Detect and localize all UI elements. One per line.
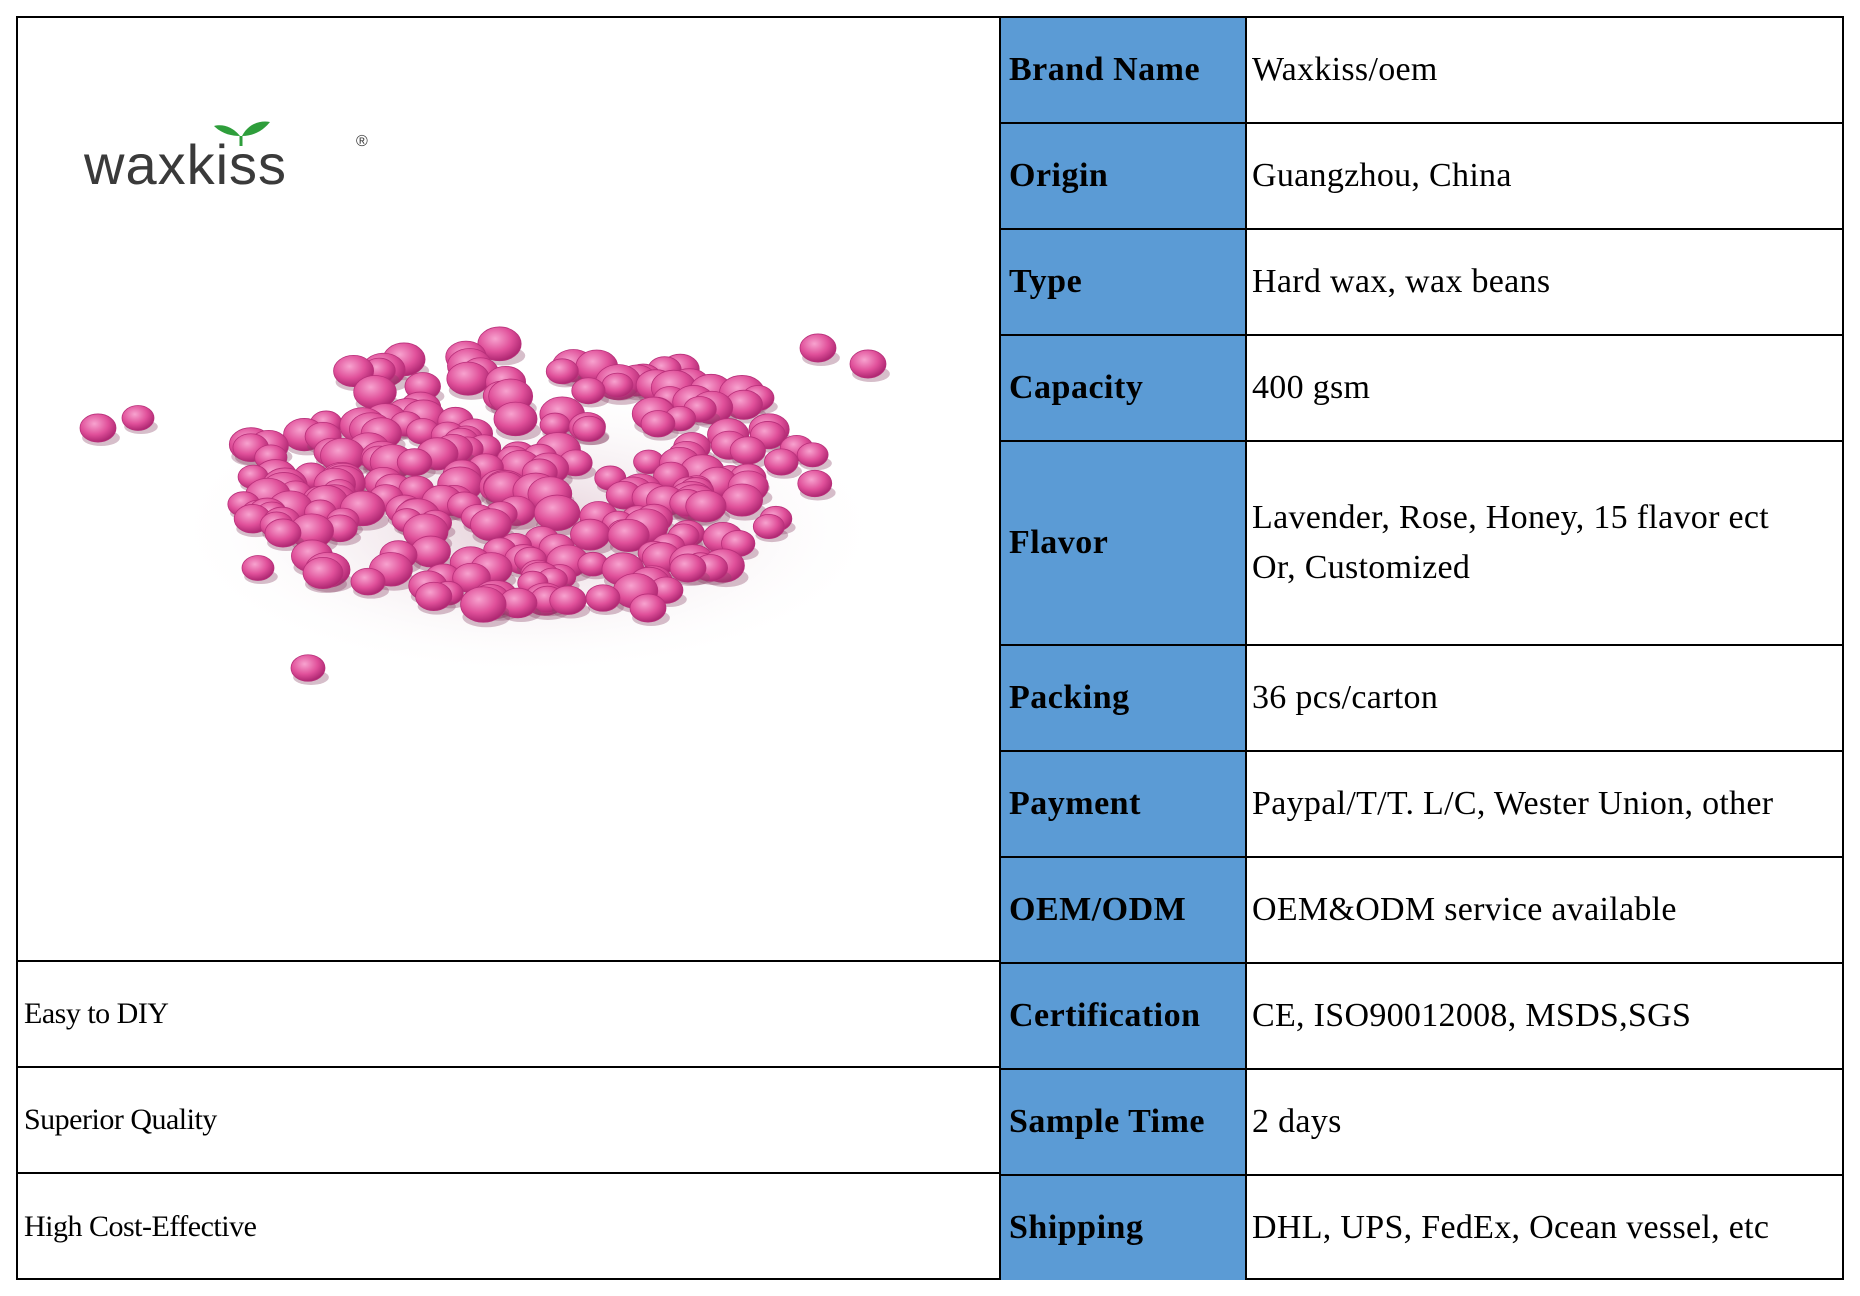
- spec-key: Type: [1001, 230, 1247, 334]
- spec-value: OEM&ODM service available: [1252, 891, 1677, 928]
- feature-easy-diy: Easy to DIY: [18, 962, 1001, 1068]
- spec-value: CE, ISO90012008, MSDS,SGS: [1252, 997, 1692, 1034]
- spec-row-flavor: [1001, 442, 1844, 646]
- spec-value: DHL, UPS, FedEx, Ocean vessel, etc: [1252, 1209, 1770, 1246]
- spec-key: Capacity: [1001, 336, 1247, 440]
- spec-row-packing: [1001, 646, 1844, 752]
- spec-row-capacity: [1001, 336, 1844, 442]
- spec-row-brand-name: [1001, 18, 1844, 124]
- spec-key: Shipping: [1001, 1176, 1247, 1280]
- spec-key: Packing: [1001, 646, 1247, 750]
- spec-key: Flavor: [1001, 442, 1247, 644]
- spec-value: 36 pcs/carton: [1252, 679, 1439, 716]
- spec-value: 2 days: [1252, 1103, 1342, 1140]
- spec-row-oem-odm: [1001, 858, 1844, 964]
- feature-superior-quality: Superior Quality: [18, 1068, 1001, 1174]
- spec-row-origin: [1001, 124, 1844, 230]
- spec-value: Guangzhou, China: [1252, 157, 1512, 194]
- svg-text:®: ®: [356, 133, 368, 150]
- spec-key: Certification: [1001, 964, 1247, 1068]
- spec-row-type: [1001, 230, 1844, 336]
- product-image-panel: [18, 18, 1001, 962]
- spec-key: Origin: [1001, 124, 1247, 228]
- wax-beans-image: [58, 278, 978, 758]
- spec-row-shipping: [1001, 1176, 1844, 1280]
- feature-cost-effective: High Cost-Effective: [18, 1174, 1001, 1280]
- waxkiss-logo: [82, 106, 372, 206]
- spec-key: Payment: [1001, 752, 1247, 856]
- spec-row-certification: [1001, 964, 1844, 1070]
- spec-value: Lavender, Rose, Honey, 15 flavor ect Or, Customized: [1252, 499, 1770, 586]
- spec-value: 400 gsm: [1252, 369, 1371, 406]
- spec-key: Brand Name: [1001, 18, 1247, 122]
- spec-value: Hard wax, wax beans: [1252, 263, 1551, 300]
- spec-key: OEM/ODM: [1001, 858, 1247, 962]
- spec-value: Waxkiss/oem: [1252, 51, 1438, 88]
- spec-row-payment: [1001, 752, 1844, 858]
- spec-sheet: [16, 16, 1844, 1280]
- spec-key: Sample Time: [1001, 1070, 1247, 1174]
- spec-row-sample-time: [1001, 1070, 1844, 1176]
- logo-wordmark: waxkiss: [84, 133, 288, 196]
- spec-value: Paypal/T/T. L/C, Wester Union, other: [1252, 785, 1774, 822]
